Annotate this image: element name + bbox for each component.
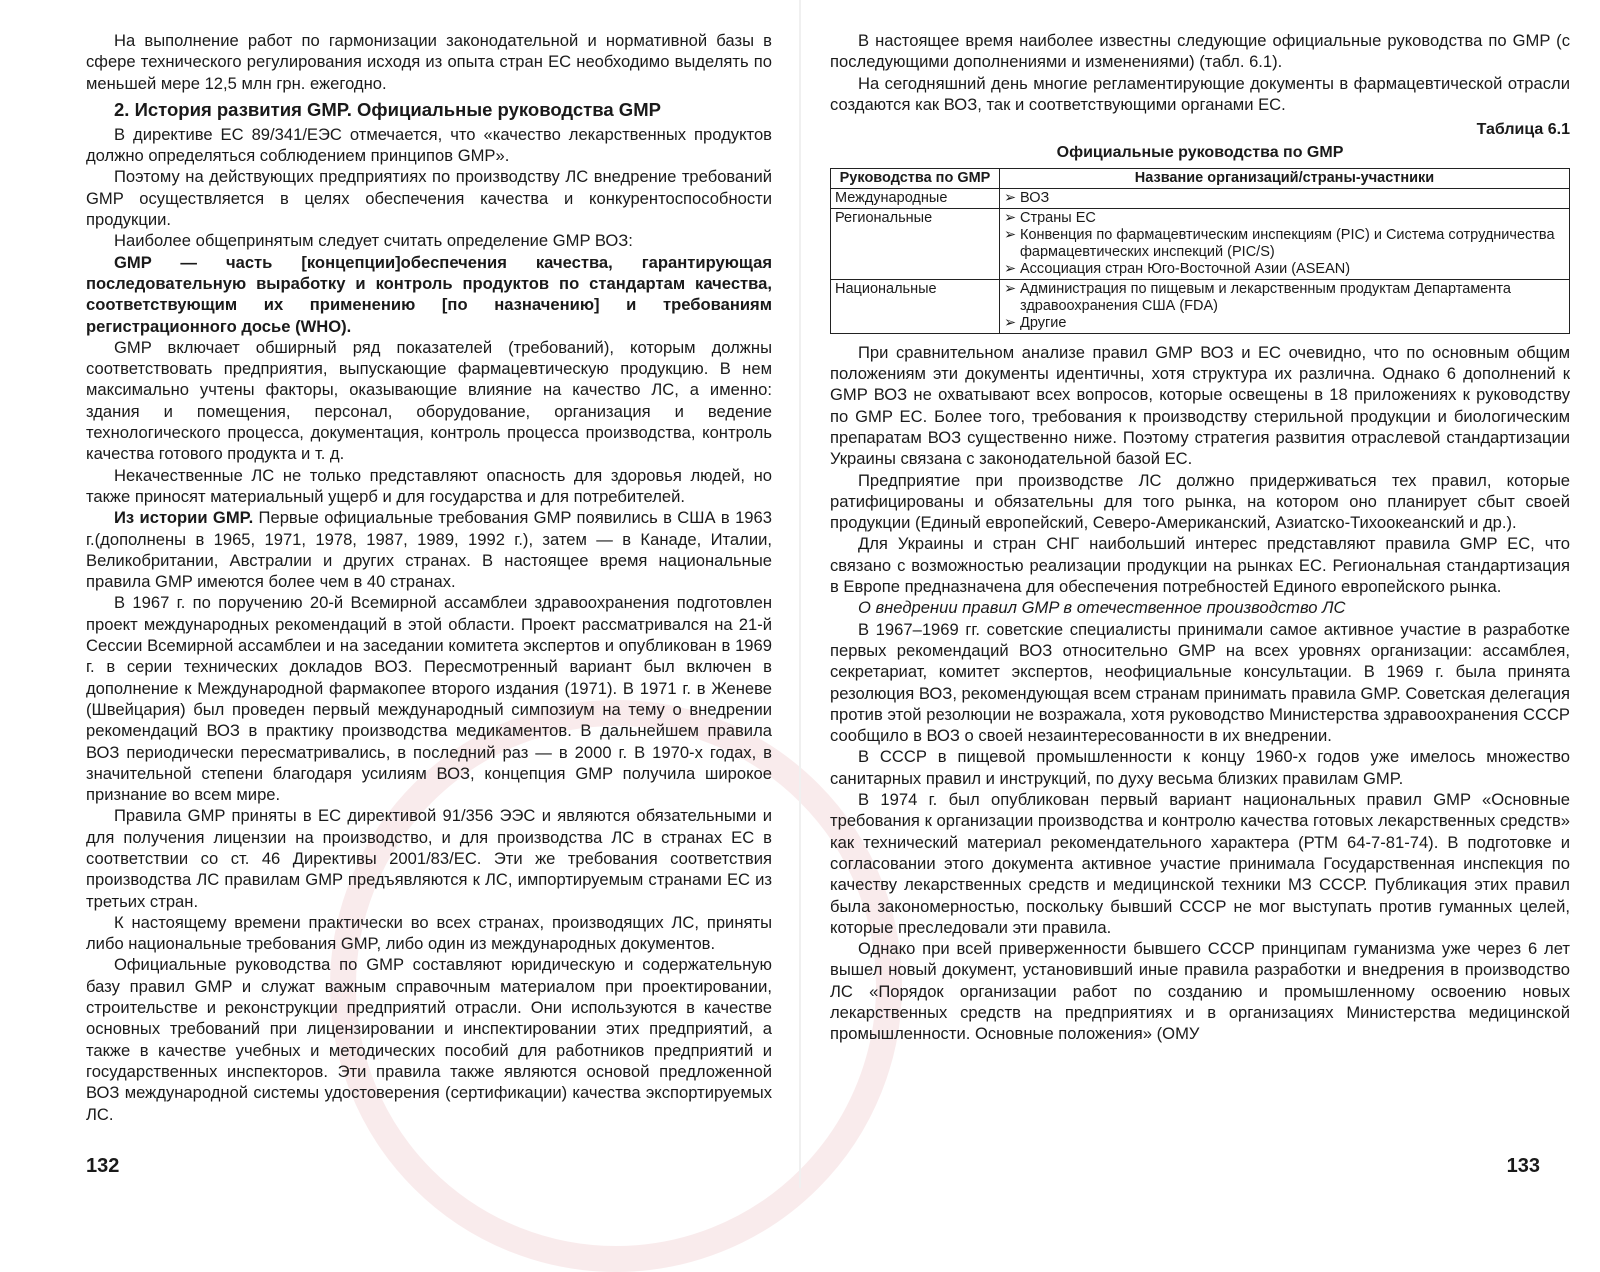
table-row — [831, 188, 1570, 208]
table-row-label: Национальные — [831, 279, 1000, 333]
table-cell — [1000, 208, 1570, 279]
paragraph: Предприятие при производстве ЛС должно придерживаться тех правил, которые ратифицированы и обязательны для того рынка, на котором оно планирует сбыт своей продукции (Единый европейский, Северо-Американский, Азиатско-Тихоокеанский и др.). — [830, 470, 1570, 533]
table-caption: Таблица 6.1 — [1476, 121, 1570, 139]
paragraph: В 1967–1969 гг. советские специалисты принимали самое активное участие в разработке первых рекомендаций ВОЗ относительно GMP на всех уровнях организации: ассамблея, секретариат, комитет экспертов, неофициальные консультации. В 1969 г. была принята резолюция ВОЗ, рекомендующая всем странам принимать правила GMP. Советская делегация против этой резолюции не возражала, хотя руководство Министерства здравоохранения СССР сообщило в ВОЗ о своей незаинтересованности в их внедрении. — [830, 619, 1570, 746]
right-page — [800, 0, 1600, 1188]
paragraph: Официальные руководства по GMP составляют юридическую и содержательную базу правил GMP и служат важным справочным материалом при проектировании, строительстве и реконструкции предприятий отрасли. Они используются в качестве основных требований при лицензировании и инспектировании этих предприятий, а также в качестве учебных и методических пособий для работников предприятий и государственных инспекторов. Эти правила также являются основой предложенной ВОЗ международной системы удостоверения (сертификации) качества экспортируемых ЛС. — [86, 955, 772, 1124]
paragraph: Наиболее общепринятым следует считать определение GMP ВОЗ: — [114, 231, 633, 251]
paragraph: В СССР в пищевой промышленности к концу 1960-х годов уже имелось множество санитарных правил и инструкций, по духу весьма близких правилам GMP. — [830, 747, 1570, 788]
paragraph: GMP включает обширный ряд показателей (требований), которым должны соответствовать предприятия, выпускающие фармацевтическую продукцию. В нем максимально учтены факторы, оказывающие влияние на качество ЛС, а именно: здания и помещения, персонал, оборудование, организация и ведение технологического процесса, документация, контроль процесса производства, контроль качества готового продукта и т. д. — [86, 337, 772, 464]
history-lead: Из истории GMP. — [114, 508, 254, 528]
paragraph: В настоящее время наиболее известны следующие официальные руководства по GMP (с последующими дополнениями и изменениями) (табл. 6.1). — [830, 31, 1570, 72]
list-item: ➢ Ассоциация стран Юго-Восточной Азии (ASEAN) — [1004, 260, 1351, 277]
paragraph: Правила GMP приняты в ЕС директивой 91/356 ЭЭС и являются обязательными и для получения лицензии на производство, и для производства ЛС в странах ЕС в соответствии со ст. 46 Директивы 2001/83/ЕС. Эти же требования соответствия производства ЛС правилам GMP предъявляются к ЛС, импортируемым странами ЕС из третьих стран. — [86, 806, 772, 911]
left-page — [0, 0, 800, 1188]
table-header-row — [831, 168, 1570, 188]
arrowhead-bullet-icon: ➢ — [1004, 260, 1017, 277]
paragraph: В директиве ЕС 89/341/ЕЭС отмечается, что «качество лекарственных продуктов должно определяться соблюдением принципов GMP». — [86, 124, 772, 166]
paragraph: На сегодняшний день многие регламентирующие документы в фармацевтической отрасли создаются как ВОЗ, так и соответствующими органами ЕС. — [830, 73, 1570, 114]
table-title: Официальные руководства по GMP — [1056, 144, 1344, 162]
list-item: ➢ Другие — [1004, 314, 1067, 331]
list-item: ➢ Страны ЕС — [1004, 209, 1096, 226]
intro-paragraph: На выполнение работ по гармонизации законодательной и нормативной базы в сфере технического регулирования исходя из опыта стран ЕС необходимо выделять по меньшей мере 12,5 млн грн. ежегодно. — [86, 31, 772, 93]
list-item: ➢ Конвенция по фармацевтическим инспекциям (PIC) и Система сотрудничества фармацевтических инспекций (PIC/S) — [1004, 226, 1555, 260]
subheading: О внедрении правил GMP в отечественное производство ЛС — [858, 598, 1346, 618]
table-row-label: Международные — [831, 188, 1000, 208]
table-cell — [1000, 279, 1570, 333]
arrowhead-bullet-icon: ➢ — [1004, 209, 1017, 226]
list-item: ➢ ВОЗ — [1004, 189, 1050, 206]
definition-paragraph: GMP — часть [концепции]обеспечения качества, гарантирующая последовательную выработку и контроль продуктов по стандартам качества, соответствующим их применению [по назначению] и требованиям регистрационного досье (WHO). — [86, 252, 772, 336]
paragraph: Поэтому на действующих предприятиях по производству ЛС внедрение требований GMP осуществляется в целях обеспечения качества и конкурентоспособности продукции. — [86, 167, 772, 230]
gmp-table — [830, 168, 1570, 334]
arrowhead-bullet-icon: ➢ — [1004, 226, 1017, 243]
page-number: 132 — [86, 1155, 120, 1177]
history-text: Первые официальные требования GMP появились в США в 1963 г.(дополнены в 1965, 1971, 1978, 1987, 1989, 1992 г.), затем — в Канаде, Италии, Великобритании, Австралии и других странах. В настоящее время национальные правила GMP имеются более чем в 40 странах. — [86, 508, 772, 592]
right-column — [830, 30, 1570, 1045]
paragraph: При сравнительном анализе правил GMP ВОЗ и ЕС очевидно, что по основным общим положениям эти документы идентичны, хотя структура их различна. Однако 6 дополнений к GMP ВОЗ не охватывают всех вопросов, которые освещены в 18 приложениях к руководству по GMP ЕС. Более того, требования к производству стерильной продукции и биологическим препаратам ВОЗ существенно ниже. Поэтому стратегия развития отраслевой стандартизации Украины связана с законодательной базой ЕС. — [830, 342, 1570, 469]
arrowhead-bullet-icon: ➢ — [1004, 280, 1017, 297]
arrowhead-bullet-icon: ➢ — [1004, 189, 1017, 206]
arrowhead-bullet-icon: ➢ — [1004, 314, 1017, 331]
table-row — [831, 279, 1570, 333]
paragraph: Для Украины и стран СНГ наибольший интерес представляют правила GMP ЕС, что связано с возможностью реализации продукции на рынках ЕС. Региональная стандартизация в Европе предназначена для обеспечения потребностей Единого европейского рынка. — [830, 534, 1570, 597]
table-row — [831, 208, 1570, 279]
paragraph: В 1974 г. был опубликован первый вариант национальных правил GMP «Основные требования к организации производства и контролю качества готовых лекарственных средств» как технический материал рекомендательного характера (РТМ 64-7-81-74). В подготовке и согласовании этого документа активное участие принимала Государственная инспекция по качеству лекарственных средств и медицинской техники МЗ СССР. Публикация этих правил была закономерностью, поскольку бывший СССР не мог выступать против гуманных целей, которые преследовали эти правила. — [830, 790, 1570, 937]
left-column — [86, 30, 772, 1125]
paragraph: В 1967 г. по поручению 20-й Всемирной ассамблеи здравоохранения подготовлен проект международных рекомендаций в этой области. Проект рассматривался на 21-й Сессии Всемирной ассамблеи и на заседании комитета экспертов и опубликован в 1969 г. в серии технических докладов ВОЗ. Пересмотренный вариант был включен в дополнение к Международной фармакопее второго издания (1971). В 1971 г. в Женеве (Швейцария) был проведен первый международный симпозиум на тему о внедрении рекомендаций ВОЗ в практику производства медикаментов. В дальнейшем правила ВОЗ периодически пересматривались, в последний раз — в 2000 г. В 1970-х годах, в значительной степени благодаря усилиям ВОЗ, концепция GMP получила широкое признание во всем мире. — [86, 593, 772, 805]
section-heading: 2. История развития GMP. Официальные руководства GMP — [114, 98, 661, 120]
table-header-cell: Название организаций/страны-участники — [1000, 168, 1570, 188]
table-cell — [1000, 188, 1570, 208]
paragraph: К настоящему времени практически во всех странах, производящих ЛС, приняты либо национальные требования GMP, либо один из международных документов. — [86, 912, 772, 954]
page-number: 133 — [1506, 1155, 1540, 1177]
table-header-cell: Руководства по GMP — [831, 168, 1000, 188]
table-row-label: Региональные — [831, 208, 1000, 279]
history-paragraph — [86, 507, 772, 592]
paragraph: Некачественные ЛС не только представляют опасность для здоровья людей, но также приносят материальный ущерб и для государства и для потребителей. — [86, 465, 772, 506]
paragraph: Однако при всей приверженности бывшего СССР принципам гуманизма уже через 6 лет вышел новый документ, установивший иные правила разработки и внедрения в производство ЛС «Порядок организации работ по созданию и промышленному освоению новых лекарственных средств на предприятиях и в организациях Министерства медицинской промышленности. Основные положения» (ОМУ — [830, 939, 1570, 1044]
list-item: ➢ Администрация по пищевым и лекарственным продуктам Департамента здравоохранения США (FDA) — [1004, 280, 1511, 314]
